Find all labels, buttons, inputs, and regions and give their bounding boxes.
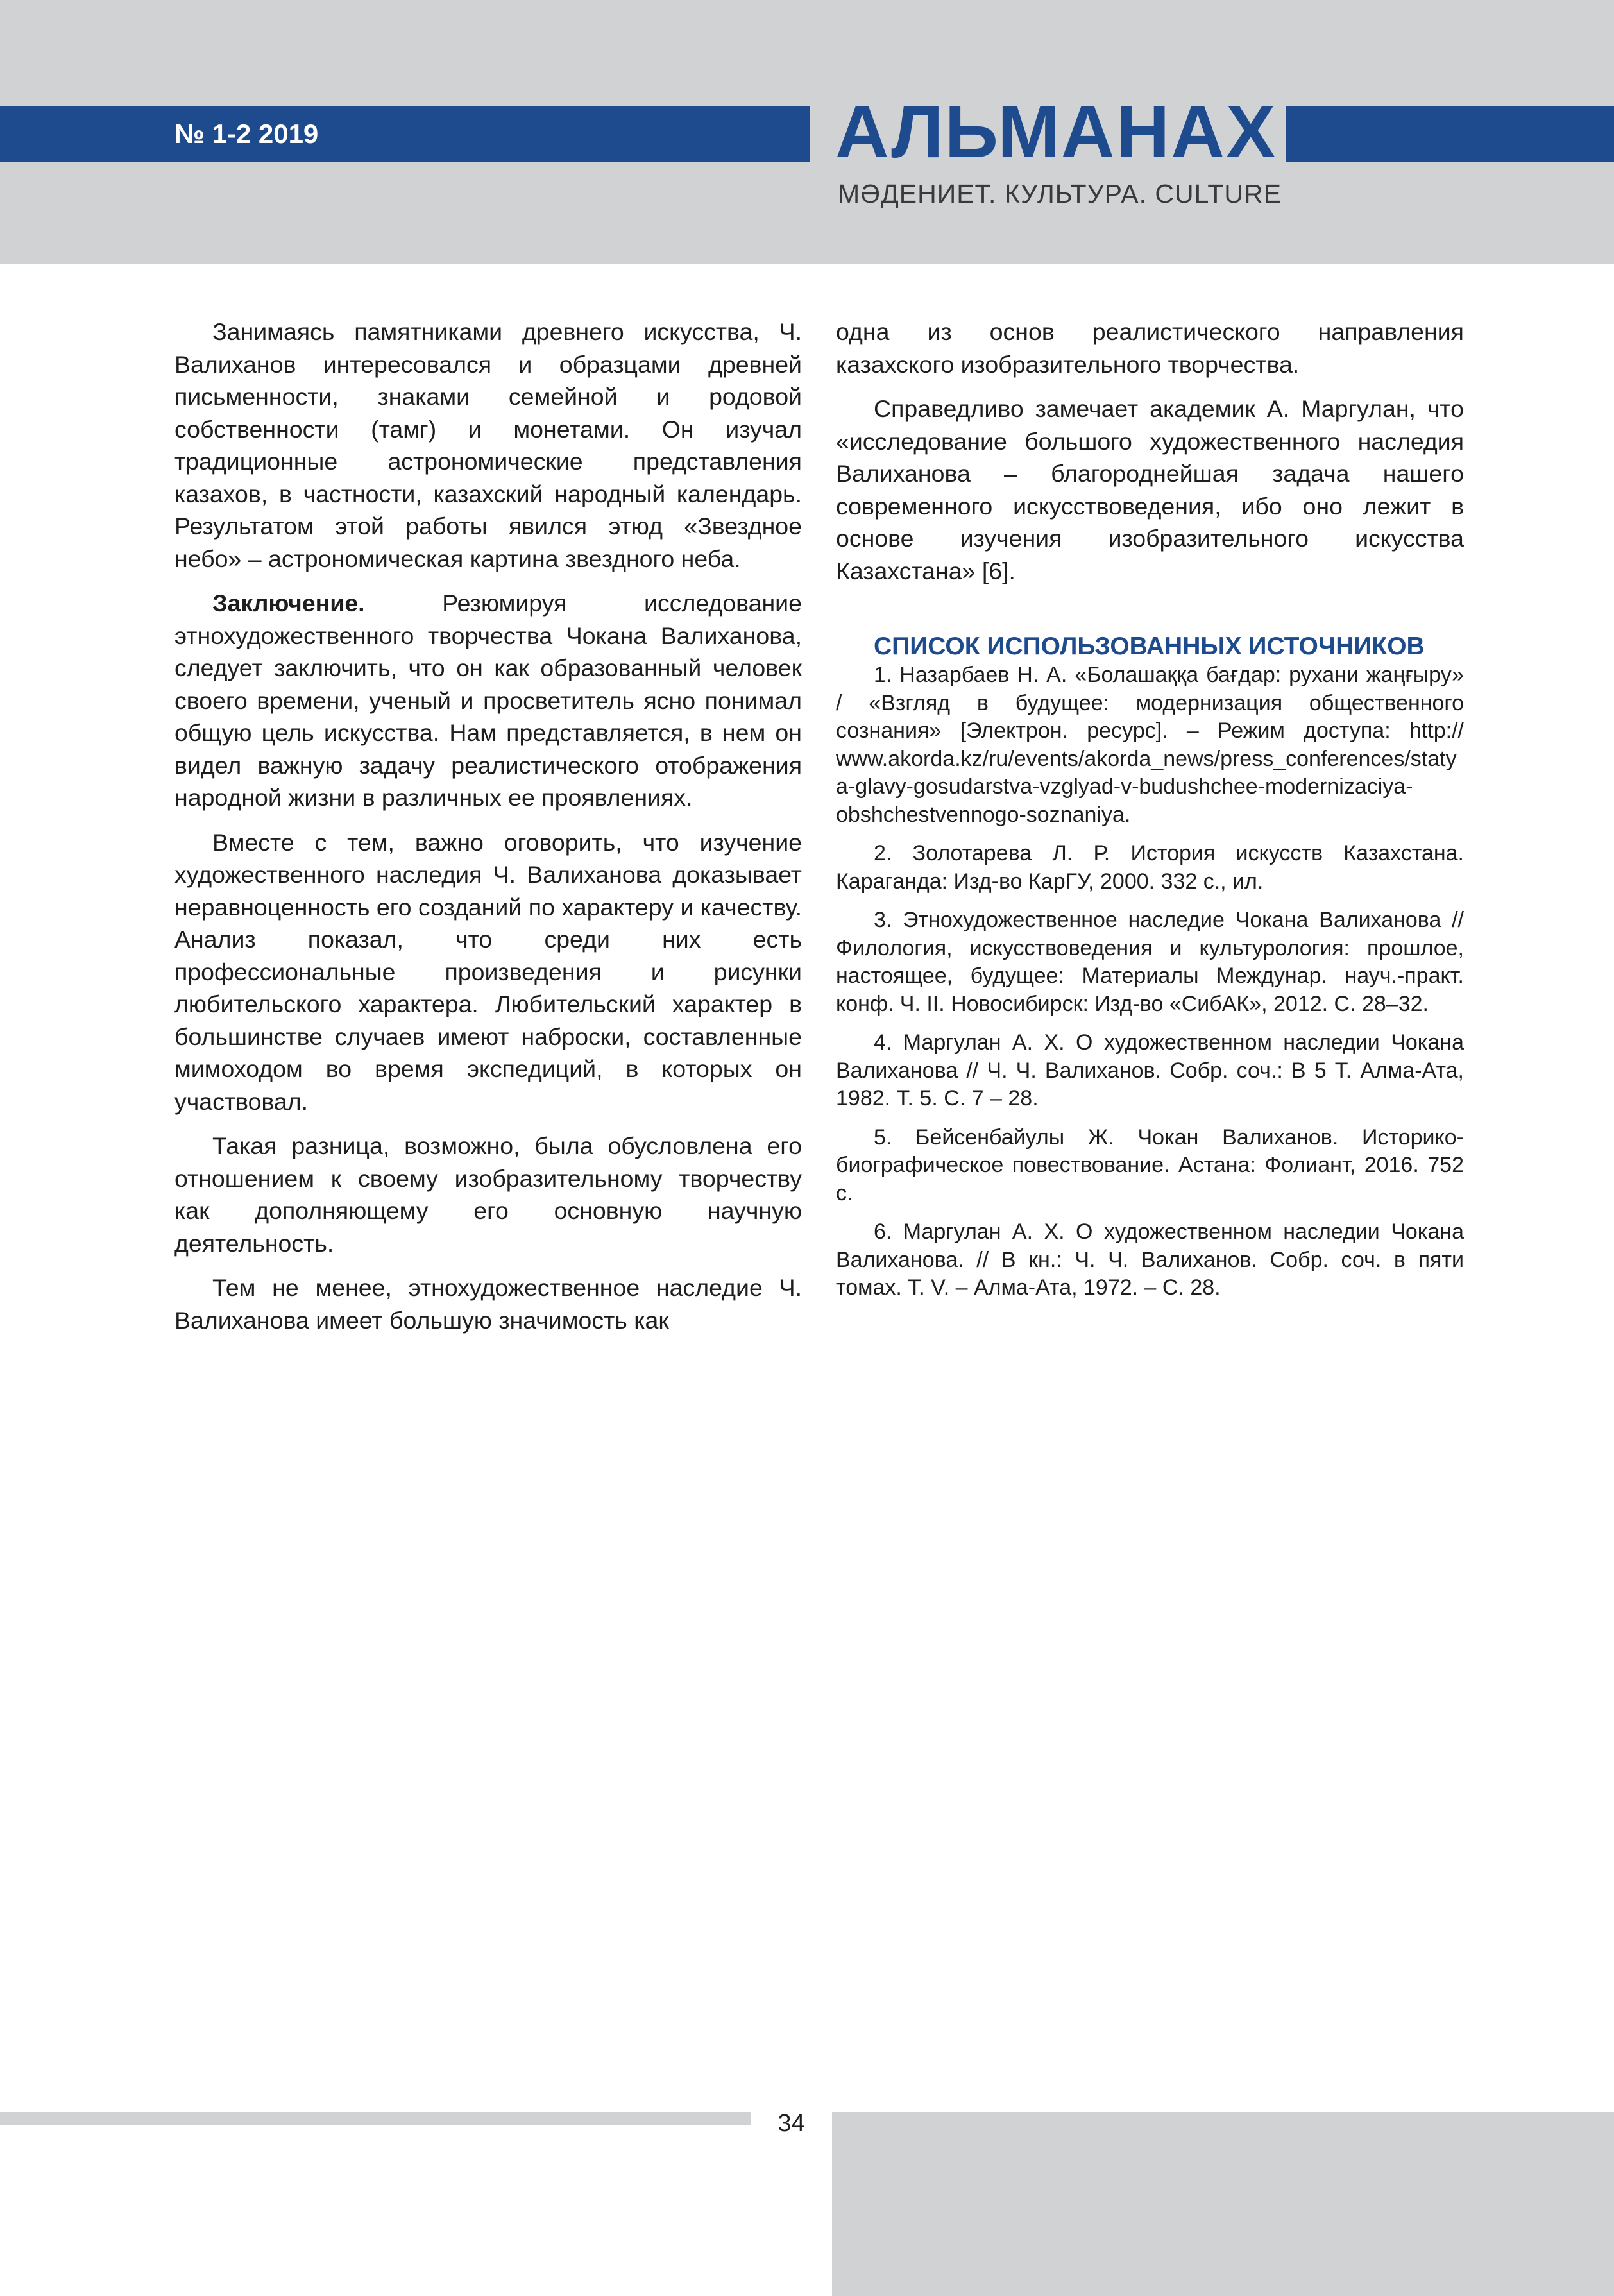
paragraph: одна из основ реалистического направления казахского изобразительного творчества. [836, 318, 1464, 378]
reference-item: 2. Золотарева Л. Р. История искусств Казахстана. Караганда: Изд-во КарГУ, 2000. 332 с., ил. [836, 841, 1464, 894]
header-bar-left [0, 106, 810, 162]
paragraph: Справедливо замечает академик А. Маргулан, что «исследование большого художественного наследия Валиханова – благороднейшая задача нашего современного искусствоведения, ибо оно лежит в основе изучения изобразительного искусства Казахстана» [6]. [836, 395, 1464, 584]
journal-title: АЛЬМАНАХ [835, 90, 1277, 173]
left-column [174, 316, 802, 1348]
reference-item: 1. Назарбаев Н. А. «Болашаққа бағдар: рухани жаңғыру» / «Взгляд в будущее: модернизация общественного сознания» [Электрон. ресурс]. – Режим доступа: http:// www.akorda.kz/ru/events/akorda_news/press_conferences/statya-glavy-gosudarstva-vzglyad-v-budushchee-modernizaciya-obshchestvennogo-soznaniya. [836, 663, 1464, 827]
footer-bar [0, 2112, 751, 2125]
paragraph: Тем не менее, этнохудожественное наследие Ч. Валиханова имеет большую значимость как [174, 1274, 802, 1334]
conclusion-paragraph [174, 587, 802, 814]
references-heading: СПИСОК ИСПОЛЬЗОВАННЫХ ИСТОЧНИКОВ [874, 633, 1425, 660]
paragraph: Вместе с тем, важно оговорить, что изучение художественного наследия Ч. Валиханова доказывает неравноценность его созданий по характеру и качеству. Анализ показал, что среди них есть профессиональные произведения и рисунки любительского характера. Любительский характер в большинстве случаев имеют наброски, составленные мимоходом во время экспедиций, в которых он участвовал. [174, 828, 802, 1115]
reference-item: 3. Этнохудожественное наследие Чокана Валиханова // Филология, искусствоведения и культурология: прошлое, настоящее, будущее: Материалы Междунар. науч.-практ. конф. Ч. II. Новосибирск: Изд-во «СибАК», 2012. С. 28–32. [836, 908, 1464, 1016]
references-list [836, 661, 1464, 1302]
reference-item: 4. Маргулан А. Х. О художественном наследии Чокана Валиханова // Ч. Ч. Валиханов. Собр. соч.: В 5 Т. Алма-Ата, 1982. Т. 5. С. 7 – 28. [836, 1030, 1464, 1110]
conclusion-lead: Заключение. [212, 590, 365, 617]
issue-number: № 1-2 2019 [174, 119, 319, 149]
paragraph: Занимаясь памятниками древнего искусства, Ч. Валиханов интересовался и образцами древней письменности, знаками семейной и родовой собственности (тамг) и монетами. Он изучал традиционные астрономические представления казахов, в частности, казахский народный календарь. Результатом этой работы явился этюд «Звездное небо» – астрономическая картина звездного неба. [174, 318, 802, 572]
journal-subtitle: МӘДЕНИЕТ. КУЛЬТУРА. CULTURE [838, 179, 1282, 208]
reference-item: 6. Маргулан А. Х. О художественном наследии Чокана Валиханова. // В кн.: Ч. Ч. Валиханов. Собр. соч. в пяти томах. Т. V. – Алма-Ата, 1972. – С. 28. [836, 1220, 1464, 1300]
paragraph: Такая разница, возможно, была обусловлена его отношением к своему изобразительному творчеству как дополняющему его основную научную деятельность. [174, 1132, 802, 1257]
footer-block [832, 2112, 1614, 2296]
page-number: 34 [777, 2110, 805, 2137]
header-bar-right [1286, 106, 1614, 162]
right-column [836, 316, 1464, 1313]
conclusion-text: Резюмируя исследование этнохудожественного творчества Чокана Валиханова, следует заключить, что он как образованный человек своего времени, ученый и просветитель ясно понимал общую цель искусства. Нам представляется, в нем он видел важную задачу реалистического отображения народной жизни в различных ее проявлениях. [174, 590, 802, 811]
reference-item: 5. Бейсенбайулы Ж. Чокан Валиханов. Историко-биографическое повествование. Астана: Фолиант, 2016. 752 с. [836, 1125, 1464, 1205]
